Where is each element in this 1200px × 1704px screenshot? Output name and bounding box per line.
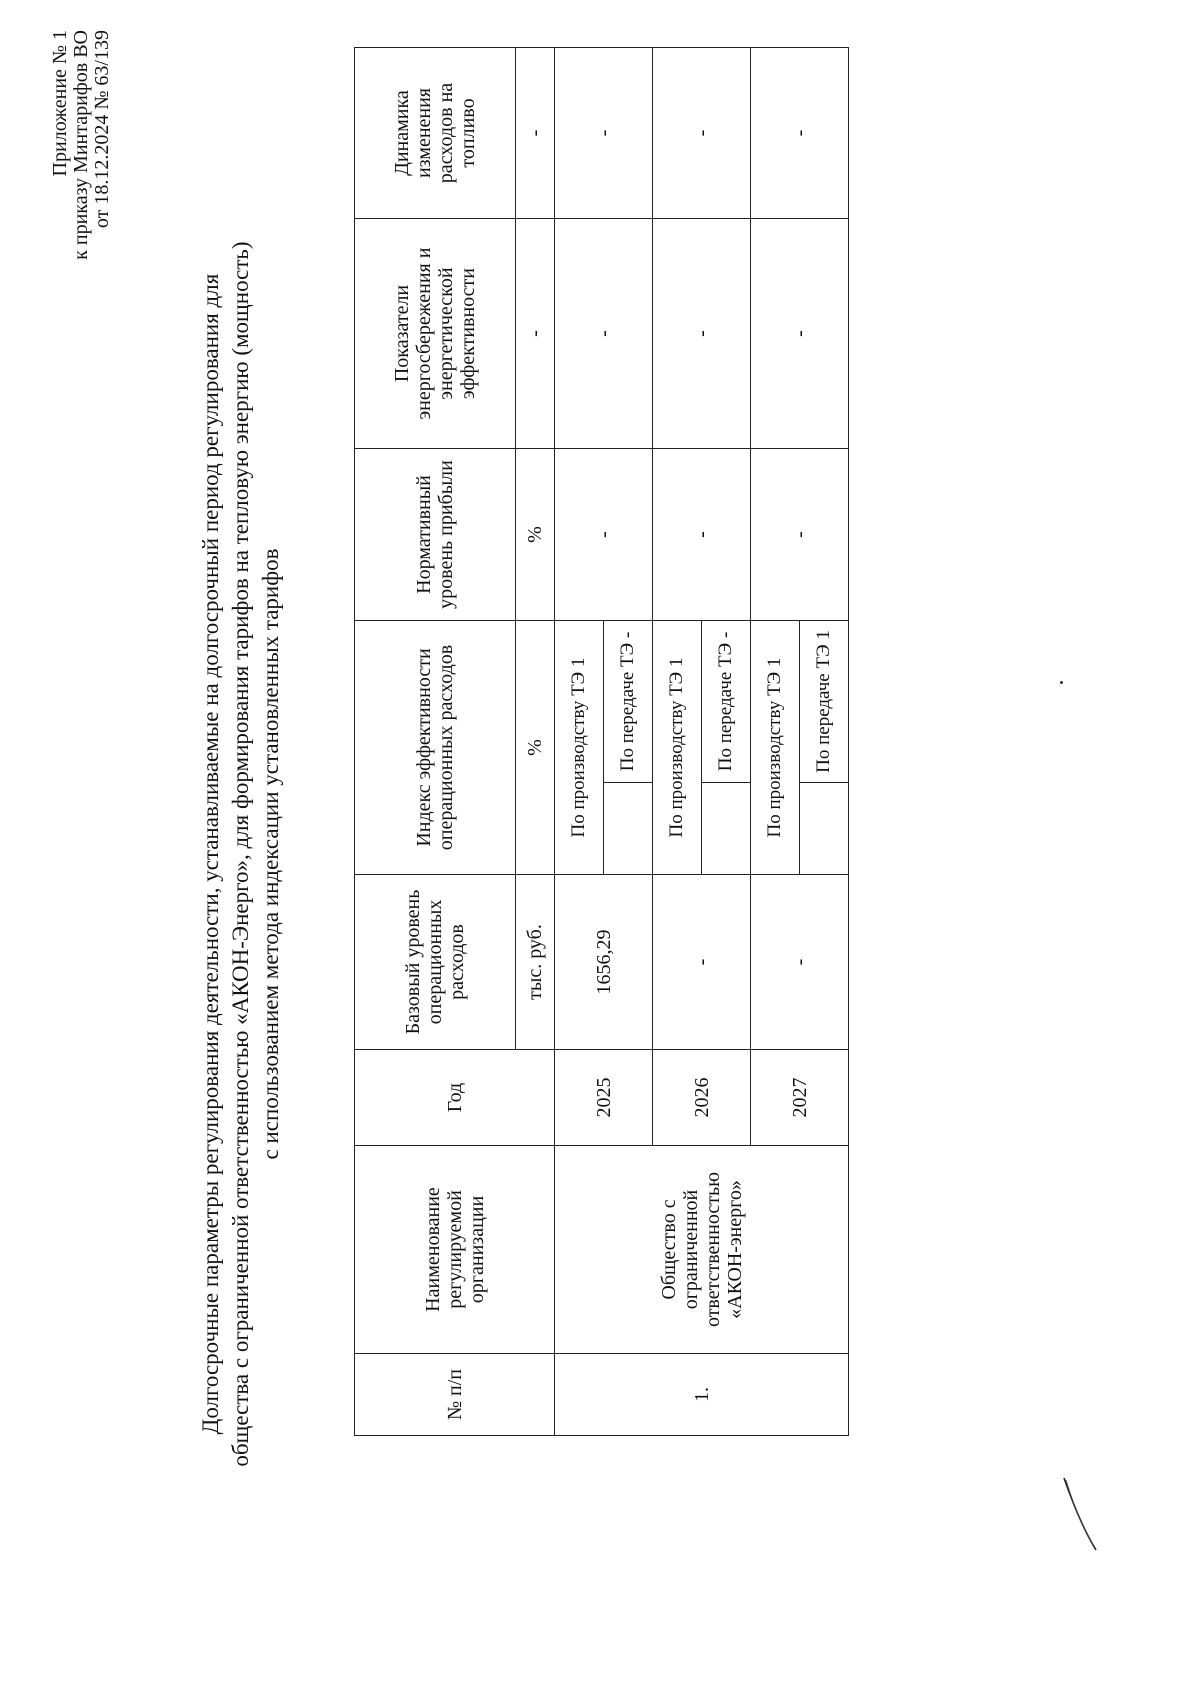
energy-cell: - (751, 219, 849, 449)
row-number: 1. (555, 1354, 849, 1436)
header-index: Индекс эффективности операционных расходов (355, 621, 516, 875)
table-row (555, 48, 604, 1436)
year-cell: 2025 (555, 1050, 653, 1146)
title-line-1: Долгосрочные параметры регулирования деятельности, устанавливаемые на долгосрочный период регулирования для (198, 273, 223, 1435)
year-cell: 2027 (751, 1050, 849, 1146)
energy-cell: - (555, 219, 653, 449)
title-line-3: с использованием метода индексации установленных тарифов (258, 548, 283, 1160)
base-cell: - (653, 875, 751, 1050)
index-production: По производству ТЭ 1 (653, 621, 702, 875)
index-production: По производству ТЭ 1 (751, 621, 800, 875)
annex-reference (50, 30, 113, 260)
index-transmission: По передаче ТЭ - (702, 621, 751, 783)
annex-number: Приложение № 1 (49, 30, 71, 177)
base-cell: - (751, 875, 849, 1050)
year-cell: 2026 (653, 1050, 751, 1146)
profit-cell: - (653, 449, 751, 621)
header-profit: Нормативный уровень прибыли (355, 449, 516, 621)
index-production: По производству ТЭ 1 (555, 621, 604, 875)
profit-cell: - (555, 449, 653, 621)
index-spacer (800, 783, 849, 875)
header-energy: Показатели энергосбережения и энергетической эффективности (355, 219, 516, 449)
annex-order: к приказу Минтарифов ВО (70, 30, 92, 260)
unit-profit: % (516, 449, 555, 621)
header-org: Наименование регулируемой организации (355, 1146, 555, 1354)
header-base: Базовый уровень операционных расходов (355, 875, 516, 1050)
unit-energy: - (516, 219, 555, 449)
index-spacer (702, 783, 751, 875)
header-row (355, 48, 516, 1436)
document-title (196, 84, 286, 1624)
header-fuel: Динамика изменения расходов на топливо (355, 48, 516, 219)
base-cell: 1656,29 (555, 875, 653, 1050)
annex-date: от 18.12.2024 № 63/139 (91, 30, 113, 229)
profit-cell: - (751, 449, 849, 621)
parameters-table (354, 47, 849, 1436)
unit-fuel: - (516, 48, 555, 219)
fuel-cell: - (555, 48, 653, 219)
index-spacer (604, 783, 653, 875)
index-transmission: По передаче ТЭ 1 (800, 621, 849, 783)
org-name: Общество с ограниченной ответственностью «АКОН-энерго» (555, 1146, 849, 1354)
fuel-cell: - (751, 48, 849, 219)
title-line-2: общества с ограниченной ответственностью «АКОН-Энерго», для формирования тарифов на тепловую энергию (мощность) (228, 241, 253, 1467)
scan-speck (1060, 681, 1063, 684)
fuel-cell: - (653, 48, 751, 219)
index-transmission: По передаче ТЭ - (604, 621, 653, 783)
unit-index: % (516, 621, 555, 875)
header-year: Год (355, 1050, 555, 1146)
header-num: № п/п (355, 1354, 555, 1436)
signature-mark (1060, 1474, 1100, 1554)
energy-cell: - (653, 219, 751, 449)
unit-base: тыс. руб. (516, 875, 555, 1050)
